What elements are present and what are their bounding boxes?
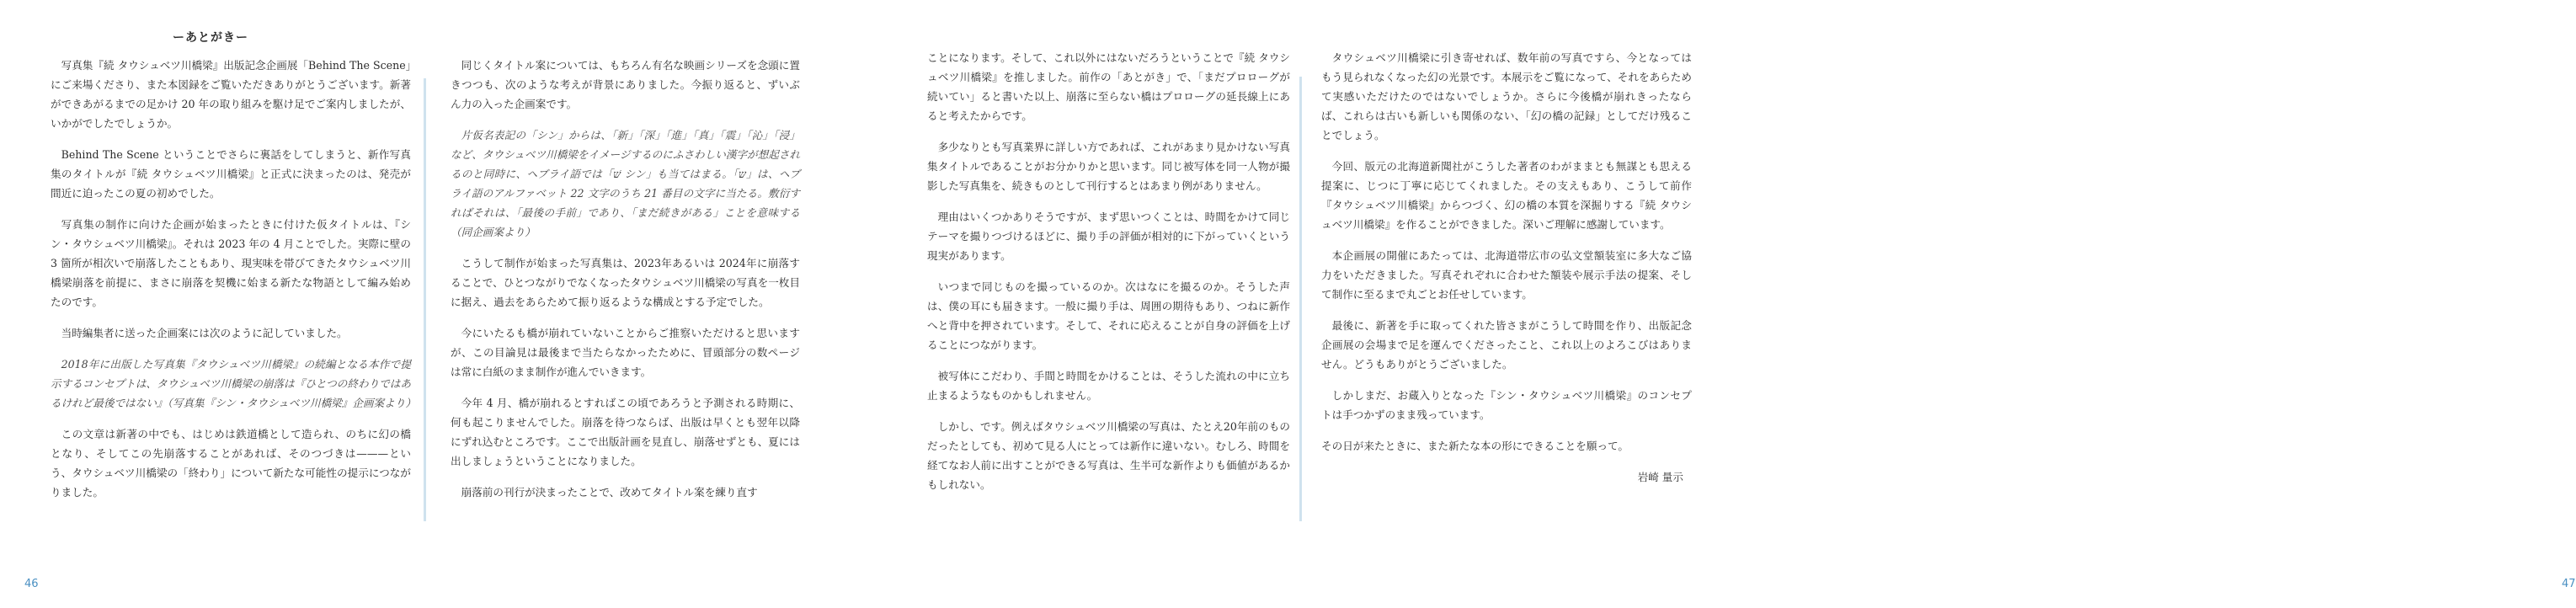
paragraph: ことになります。そして、これ以外にはないだろうということで『続 タウシュベツ川橋梁』を推しました。前作の「あとがき」で、「まだプロローグが続いてい」ると書いた以上、崩落に至らない橋はプロローグの延長線上にあると考えたからです。: [927, 51, 1290, 122]
quoted-paragraph: 片仮名表記の「シン」からは、「新」「深」「進」「真」「震」「沁」「浸」など、タウシュベツ川橋梁をイメージするのにふさわしい漢字が想起されるのと同時に、ヘブライ語では「שׁ シン」も当てはまる。「ש」は、ヘブライ語のアルファベット 22 文字のうち 21 番目の文字に当たる。敷衍すればそれは、「最後の手前」であり、「まだ続きがある」ことを意味する（同企画案より）: [451, 129, 801, 238]
paragraph: 最後に、新著を手に取ってくれた皆さまがこうして時間を作り、出版記念企画展の会場まで足を運んでくださったこと、これ以上のよろこびはありません。どうもありがとうございました。: [1321, 319, 1692, 371]
paragraph: この文章は新著の中でも、はじめは鉄道橋として造られ、のちに幻の橋となり、そしてこの先崩落することがあれば、そのつづきは———という、タウシュベツ川橋梁の「終わり」について新たな可能性の提示につながりました。: [51, 428, 411, 499]
afterword-heading: ーあとがきー: [173, 31, 248, 45]
paragraph: しかし、です。例えばタウシュベツ川橋梁の写真は、たとえ20年前のものだったとしても、初めて見る人にとっては新作に違いない。むしろ、時間を経てなお人前に出すことができる写真は、生半可な新作よりも価値があるかもしれない。: [927, 420, 1290, 491]
paragraph: その日が来たときに、また新たな本の形にできることを願って。: [1321, 440, 1629, 452]
author-signature: 岩崎 量示: [1637, 471, 1683, 483]
paragraph: 理由はいくつかありそうですが、まず思いつくことは、時間をかけて同じテーマを撮りつづけるほどに、撮り手の評価が相対的に下がっていくという現実があります。: [927, 211, 1290, 262]
column-divider: [1299, 77, 1302, 521]
column-3: [927, 48, 1290, 506]
paragraph: 今年 4 月、橋が崩れるとすればこの頃であろうと予測される時期に、何も起こりませんでした。崩落を待つならば、出版は早くとも翌年以降にずれ込むところです。ここで出版計画を見直し、崩落せずとも、夏には出しましょうということになりました。: [451, 397, 800, 467]
paragraph: 今回、版元の北海道新聞社がこうした著者のわがままとも無謀とも思える提案に、じつに丁寧に応じてくれました。その支えもあり、こうして前作『タウシュベツ川橋梁』からつづく、幻の橋の本質を深掘りする『続 タウシュベツ川橋梁』を作ることができました。深いご理解に感謝しています。: [1321, 160, 1692, 231]
column-divider: [424, 78, 426, 521]
left-page: [0, 0, 862, 608]
page-number-right: 47: [2562, 578, 2576, 590]
paragraph: 本企画展の開催にあたっては、北海道帯広市の弘文堂額装室に多大なご協力をいただきました。写真それぞれに合わせた額装や展示手法の提案、そして制作に至るまで丸ごとお任せしています。: [1321, 249, 1692, 301]
paragraph: 崩落前の刊行が決まったことで、改めてタイトル案を練り直す: [461, 486, 758, 499]
column-2: [451, 56, 800, 514]
page-number-left: 46: [24, 578, 39, 590]
column-4: [1321, 48, 1692, 499]
paragraph: こうして制作が始まった写真集は、2023年あるいは 2024年に崩落することで、ひとつながりでなくなったタウシュベツ川橋梁の写真を一枚目に据え、過去をあらためて振り返るような構成とする予定でした。: [451, 257, 800, 308]
paragraph: いつまで同じものを撮っているのか。次はなにを撮るのか。そうした声は、僕の耳にも届きます。一般に撮り手は、周囲の期待もあり、つねに新作へと背中を押されています。そして、それに応えることが自身の評価を上げることにつながります。: [927, 280, 1290, 351]
column-1: [51, 56, 416, 514]
paragraph: 多少なりとも写真業界に詳しい方であれば、これがあまり見かけない写真集タイトルであることがお分かりかと思います。同じ被写体を同一人物が撮影した写真集を、続きものとして刊行するとはあまり例がありません。: [927, 141, 1290, 192]
paragraph: タウシュベツ川橋梁に引き寄せれば、数年前の写真ですら、今となってはもう見られなくなった幻の光景です。本展示をご覧になって、それをあらためて実感いただけたのではないでしょうか。さらに今後橋が崩れきったならば、これらは古いも新しいも関係のない、「幻の橋の記録」としてだけ残ることでしょう。: [1321, 51, 1692, 141]
paragraph: 写真集の制作に向けた企画が始まったときに付けた仮タイトルは、『シン・タウシュベツ川橋梁』。それは 2023 年の 4 月ことでした。実際に壁の 3 箇所が相次いで崩落したこともあり、現実味を帯びてきたタウシュベツ川橋梁崩落を前提に、まさに崩落を契機に始まる新たな物語として編み始めたのです。: [51, 218, 411, 308]
quoted-paragraph: 2018年に出版した写真集『タウシュベツ川橋梁』の続編となる本作で提示するコンセプトは、タウシュベツ川橋梁の崩落は『ひとつの終わりではあるけれど最後ではない』（写真集『シン・タウシュベツ川橋梁』企画案より）: [51, 358, 416, 409]
paragraph: 当時編集者に送った企画案には次のように記していました。: [61, 327, 348, 339]
right-page: [862, 0, 2576, 608]
paragraph: 被写体にこだわり、手間と時間をかけることは、そうした流れの中に立ち止まるようなものかもしれません。: [927, 370, 1290, 402]
paragraph: 写真集『続 タウシュベツ川橋梁』出版記念企画展「Behind The Scene」にご来場くださり、また本図録をご覧いただきありがとうございます。新著ができあがるまでの足かけ 20 年の取り組みを駆け足でご案内しましたが、いかがでしたでしょうか。: [51, 59, 411, 130]
paragraph: Behind The Scene ということでさらに裏話をしてしまうと、新作写真集のタイトルが『続 タウシュベツ川橋梁』と正式に決まったのは、発売が間近に迫ったこの夏の初めでした。: [51, 148, 411, 200]
paragraph: 同じくタイトル案については、もちろん有名な映画シリーズを念頭に置きつつも、次のような考えが背景にありました。今振り返ると、ずいぶん力の入った企画案です。: [451, 59, 800, 110]
paragraph: 今にいたるも橋が崩れていないことからご推察いただけると思いますが、この目論見は最後まで当たらなかったために、冒頭部分の数ページは常に白紙のまま制作が進んでいきます。: [451, 327, 800, 378]
paragraph: しかしまだ、お蔵入りとなった『シン・タウシュベツ川橋梁』のコンセプトは手つかずのまま残っています。: [1321, 389, 1692, 421]
